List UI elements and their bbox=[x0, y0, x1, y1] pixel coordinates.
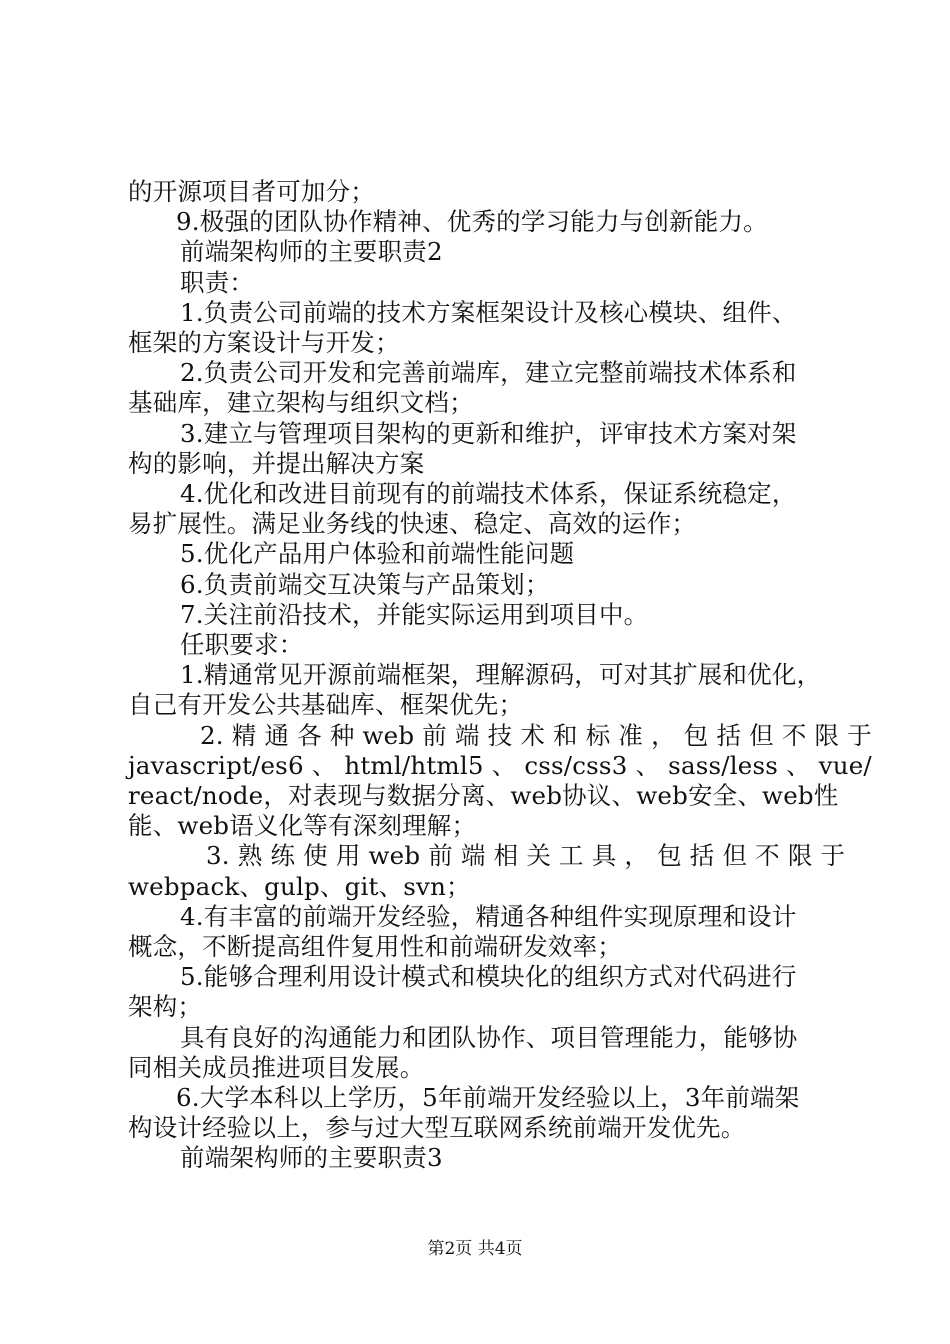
text-line: 职责： bbox=[180, 267, 255, 297]
text-line: webpack、gulp、git、svn； bbox=[128, 871, 471, 901]
text-line: 同相关成员推进项目发展。 bbox=[128, 1052, 425, 1082]
text-line: 5.能够合理利用设计模式和模块化的组织方式对代码进行 bbox=[180, 962, 797, 992]
text-line: 架构； bbox=[128, 992, 203, 1022]
text-line: 构设计经验以上，参与过大型互联网系统前端开发优先。 bbox=[128, 1113, 746, 1143]
text-line: 具有良好的沟通能力和团队协作、项目管理能力，能够协 bbox=[180, 1022, 798, 1052]
text-line: 基础库，建立架构与组织文档； bbox=[128, 388, 474, 418]
text-line: 1.精通常见开源前端框架，理解源码，可对其扩展和优化， bbox=[180, 660, 822, 690]
text-line: 自己有开发公共基础库、框架优先； bbox=[128, 690, 524, 720]
text-line: 的开源项目者可加分； bbox=[128, 177, 375, 206]
text-line: 6.负责前端交互决策与产品策划； bbox=[180, 569, 550, 599]
text-line: 4.优化和改进目前现有的前端技术体系，保证系统稳定， bbox=[180, 479, 797, 508]
text-line: 前端架构师的主要职责3 bbox=[180, 1143, 443, 1173]
text-line: 概念，不断提高组件复用性和前端研发效率； bbox=[128, 932, 622, 961]
page-number: 第2页 共4页 bbox=[427, 1239, 523, 1259]
text-line: 前端架构师的主要职责2 bbox=[180, 237, 443, 267]
page-footer bbox=[0, 1238, 950, 1260]
text-line: 3.建立与管理项目架构的更新和维护，评审技术方案对架 bbox=[180, 418, 797, 448]
text-line: 2. 精 通 各 种 web 前 端 技 术 和 标 准 ， 包 括 但 不 限 于 bbox=[200, 720, 872, 750]
text-line: 3. 熟 练 使 用 web 前 端 相 关 工 具 ， 包 括 但 不 限 于 bbox=[206, 841, 846, 871]
text-line: 1.负责公司前端的技术方案框架设计及核心模块、组件、 bbox=[180, 297, 797, 327]
text-line: 易扩展性。满足业务线的快速、稳定、高效的运作； bbox=[128, 509, 697, 539]
text-line: 9.极强的团队协作精神、优秀的学习能力与创新能力。 bbox=[176, 207, 768, 237]
text-line: 2.负责公司开发和完善前端库，建立完整前端技术体系和 bbox=[180, 358, 797, 388]
text-line: 4.有丰富的前端开发经验，精通各种组件实现原理和设计 bbox=[180, 901, 797, 931]
text-line: 构的影响，并提出解决方案 bbox=[128, 448, 425, 478]
text-line: react/node，对表现与数据分离、web协议、web安全、web性 bbox=[128, 781, 839, 810]
text-line: 能、web语义化等有深刻理解； bbox=[128, 811, 477, 841]
text-line: 7.关注前沿技术，并能实际运用到项目中。 bbox=[180, 599, 649, 629]
text-line: javascript/es6 、 html/html5 、 css/css3 、 sass/less 、 vue/ bbox=[128, 750, 872, 780]
text-line: 5.优化产品用户体验和前端性能问题 bbox=[180, 539, 575, 569]
text-line: 任职要求： bbox=[180, 630, 304, 659]
text-line: 框架的方案设计与开发； bbox=[128, 328, 400, 357]
text-line: 6.大学本科以上学历，5年前端开发经验以上，3年前端架 bbox=[176, 1083, 800, 1112]
